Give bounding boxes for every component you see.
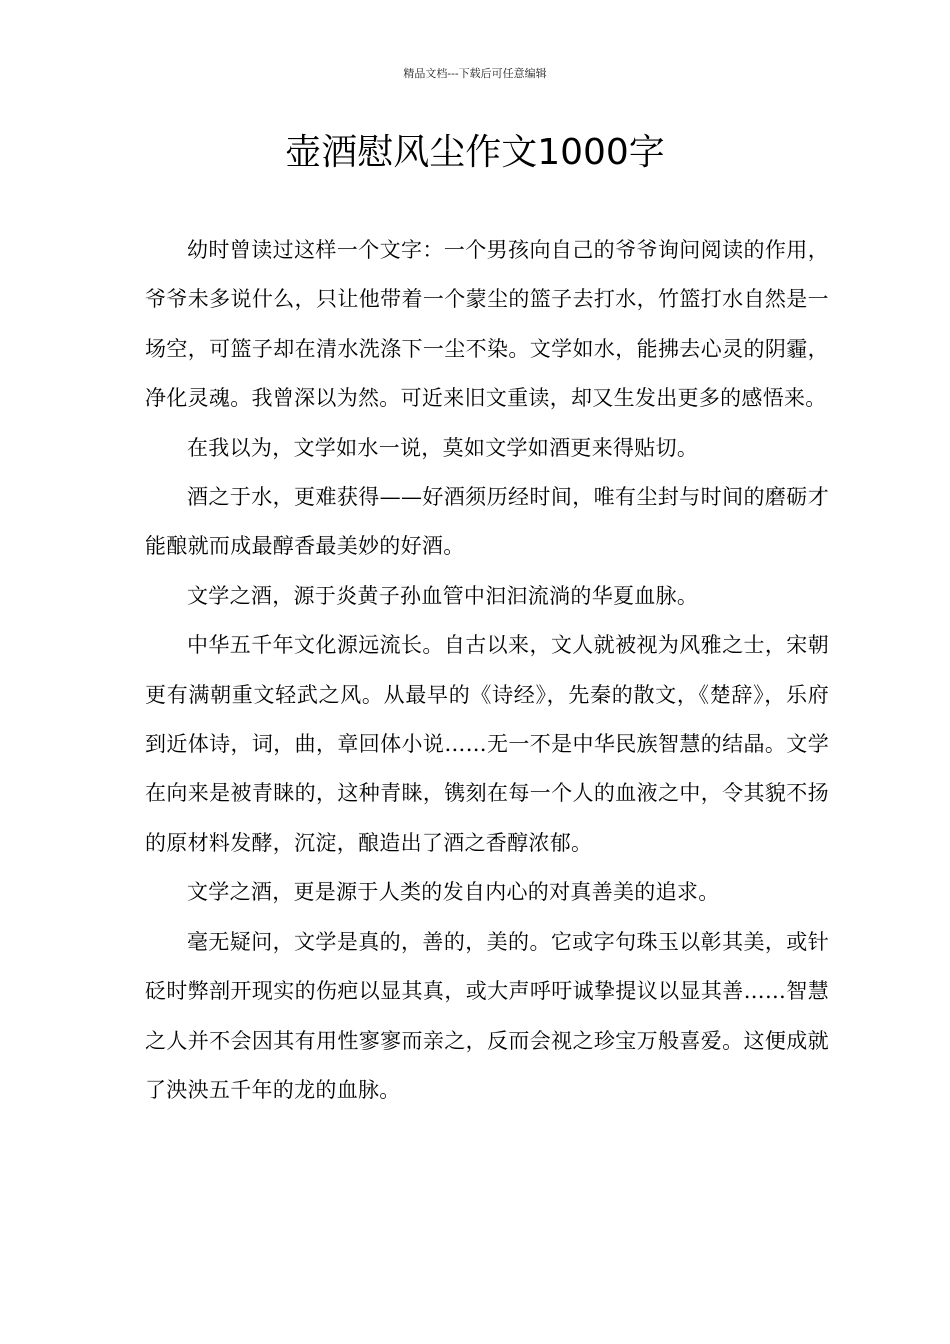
paragraph-4: 文学之酒，源于炎黄子孙血管中汩汩流淌的华夏血脉。	[187, 583, 699, 608]
paragraph-6: 文学之酒，更是源于人类的发自内心的对真善美的追求。	[187, 880, 720, 905]
paragraph-5: 中华五千年文化源远流长。自古以来，文人就被视为风雅之士，宋朝更有满朝重文轻武之风。从最早的《诗经》，先秦的散文，《楚辞》，乐府到近体诗，词，曲，章回体小说……无一不是中华民族智慧的结晶。文学在向来是被青睐的，这种青睐，镌刻在每一个人的血液之中，令其貌不扬的原材料发酵，沉淀，酿造出了酒之香醇浓郁。	[145, 633, 829, 855]
paragraph-1: 幼时曾读过这样一个文字：一个男孩向自己的爷爷询问阅读的作用，爷爷未多说什么，只让他带着一个蒙尘的篮子去打水，竹篮打水自然是一场空，可篮子却在清水洗涤下一尘不染。文学如水，能拂去心灵的阴霾，净化灵魂。我曾深以为然。可近来旧文重读，却又生发出更多的感悟来。	[145, 238, 829, 411]
paragraph-7: 毫无疑问，文学是真的，善的，美的。它或字句珠玉以彰其美，或针砭时弊剖开现实的伤疤以显其真，或大声呼吁诚挚提议以显其善……智慧之人并不会因其有用性寥寥而亲之，反而会视之珍宝万般喜爱。这便成就了泱泱五千年的龙的血脉。	[145, 929, 829, 1102]
paragraph-3: 酒之于水，更难获得——好酒须历经时间，唯有尘封与时间的磨砺才能酿就而成最醇香最美妙的好酒。	[145, 485, 829, 559]
document-body	[145, 226, 829, 1115]
paragraph-2: 在我以为，文学如水一说，莫如文学如酒更来得贴切。	[187, 435, 699, 460]
header-note: 精品文档---下载后可任意编辑	[403, 67, 547, 80]
document-title: 壶酒慰风尘作文1000字	[285, 132, 665, 173]
